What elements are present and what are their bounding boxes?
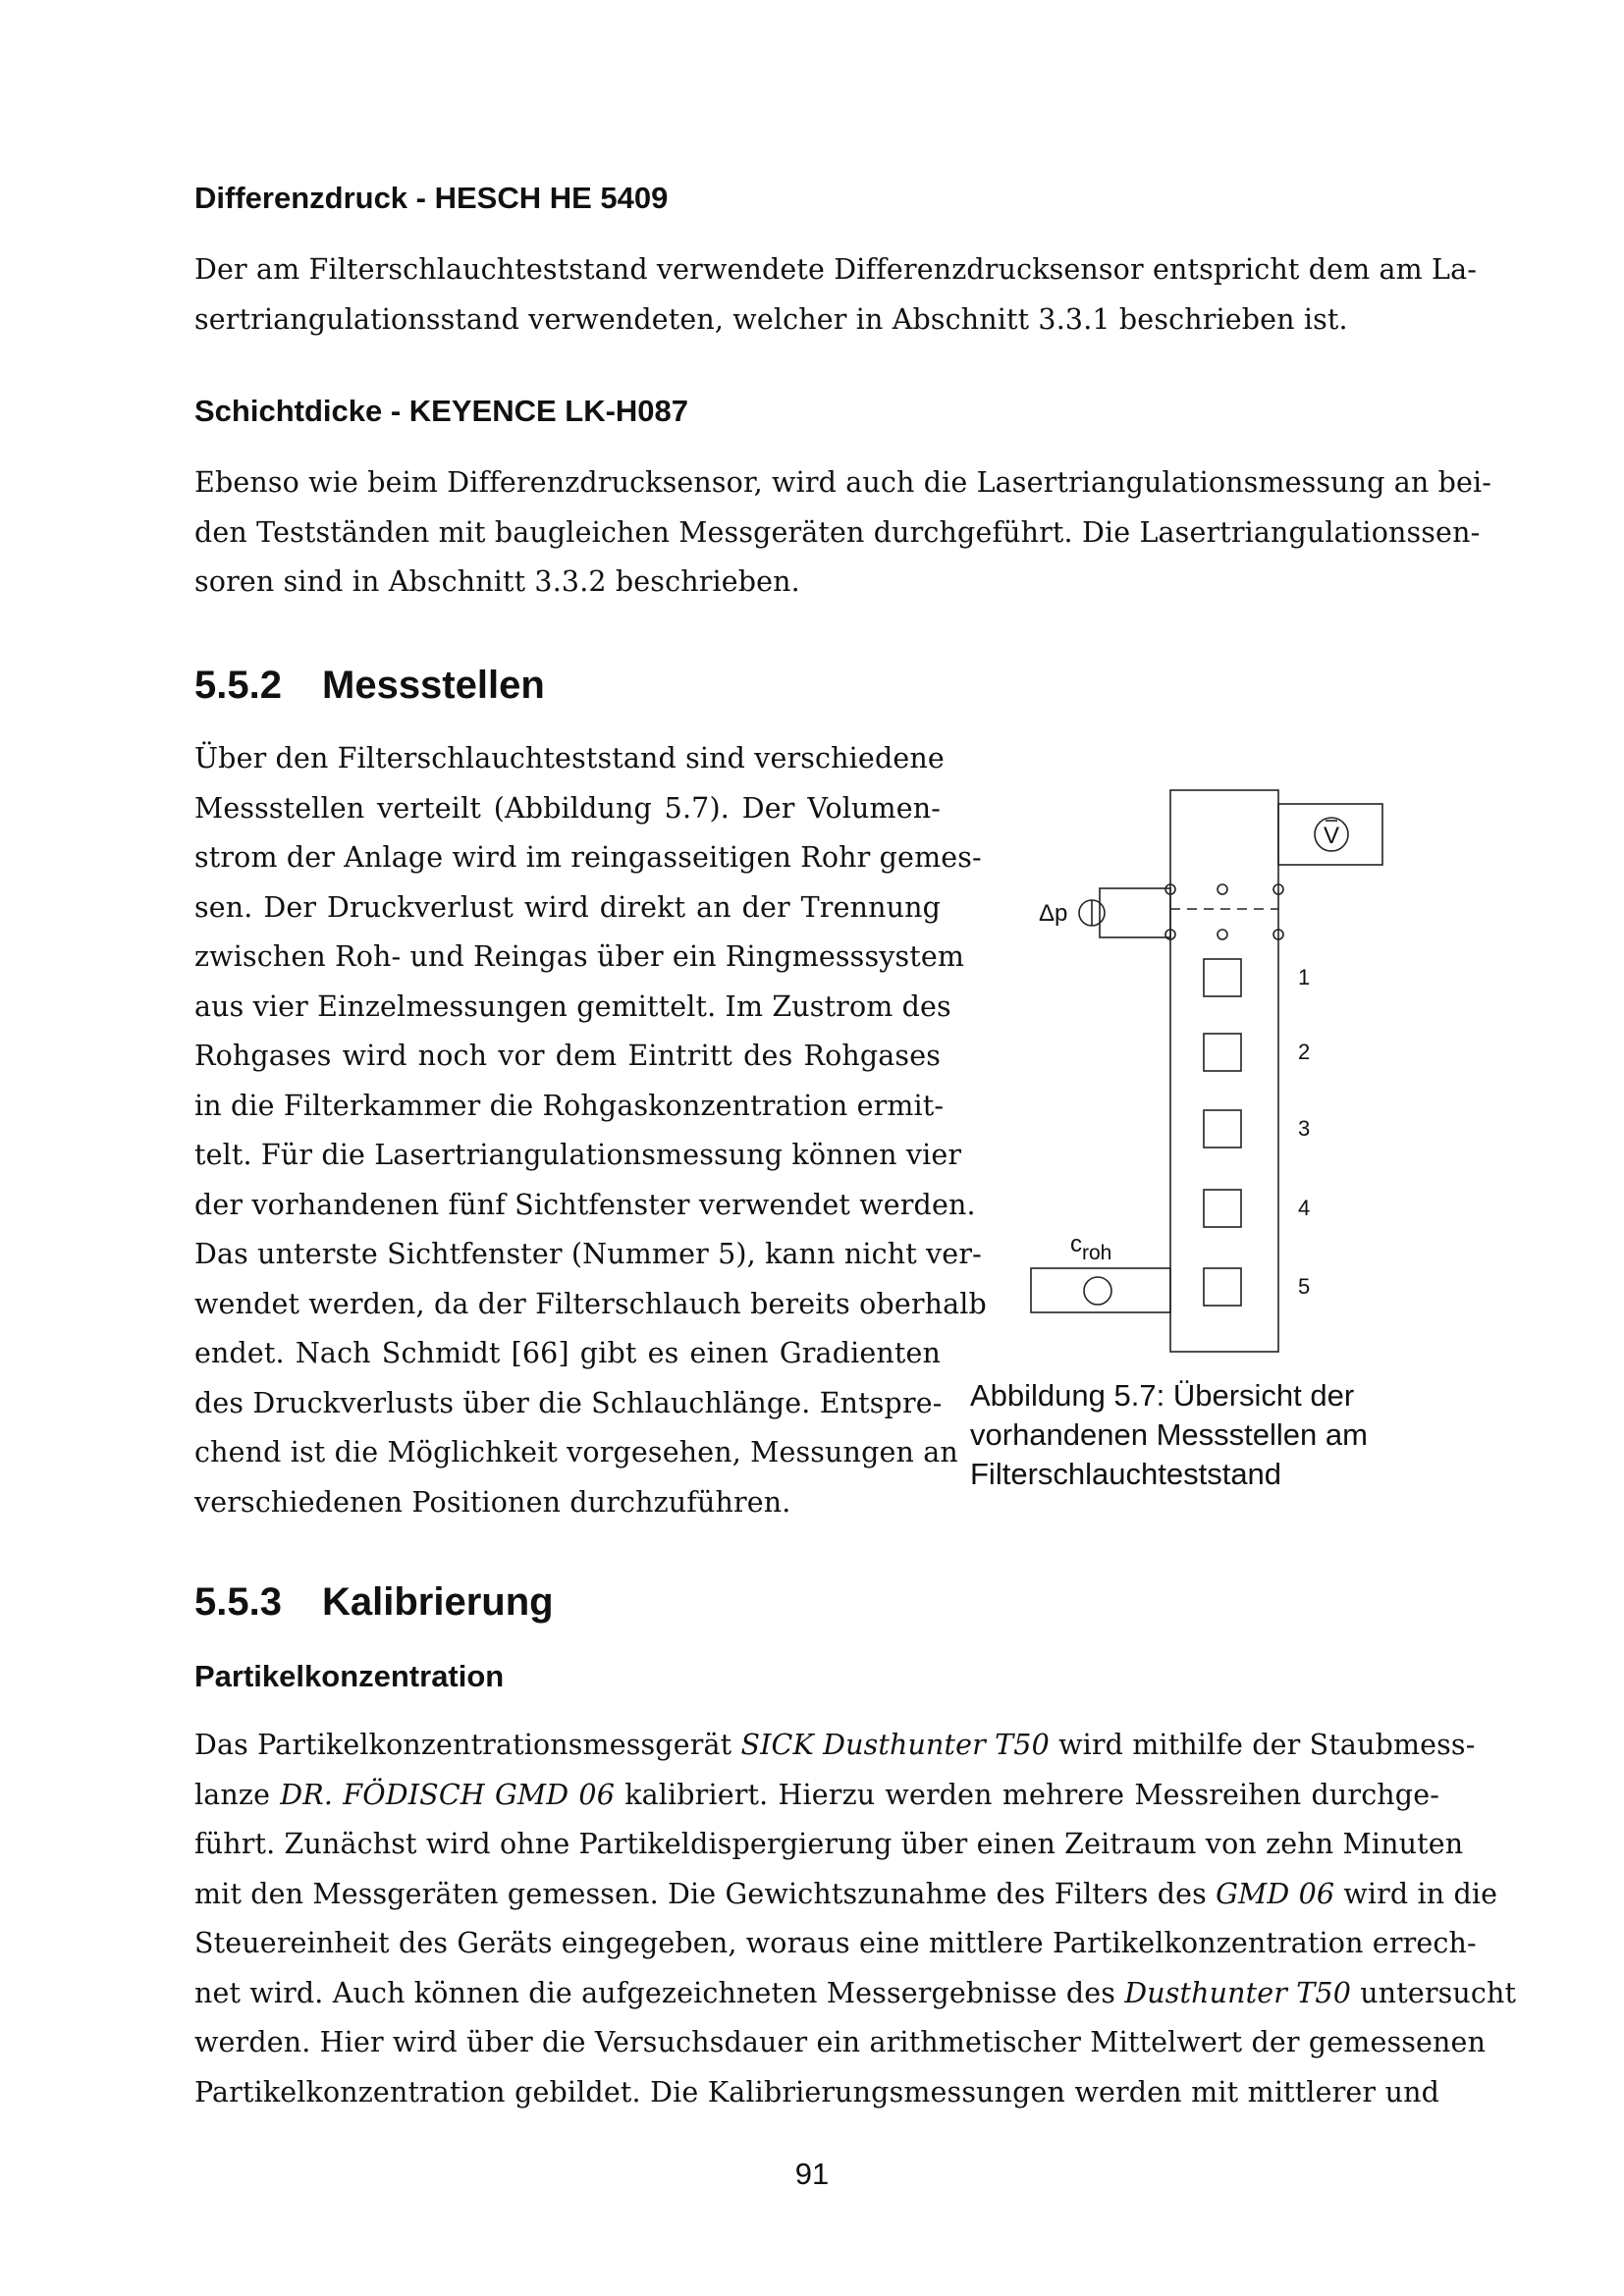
- sight-window-2: [1204, 1034, 1241, 1071]
- text-segment: lanze: [194, 1778, 281, 1811]
- window-number-2: 2: [1298, 1040, 1311, 1064]
- text-segment: net wird. Auch können die aufgezeichneten Messergebnisse des: [194, 1976, 1125, 2009]
- paragraph-messstellen: [194, 734, 987, 1527]
- text-line: Das unterste Sichtfenster (Nummer 5), kann nicht ver-: [194, 1238, 982, 1270]
- text-line: Der am Filterschlauchteststand verwendete Differenzdrucksensor entspricht dem am La-: [194, 253, 1478, 286]
- text-segment: mit den Messgeräten gemessen. Die Gewichtszunahme des Filters des: [194, 1877, 1217, 1910]
- sight-window-4: [1204, 1190, 1241, 1227]
- window-number-3: 3: [1298, 1116, 1311, 1141]
- text-segment: führt. Zunächst wird ohne Partikeldispergierung über einen Zeitraum von zehn Minuten: [194, 1828, 1464, 1860]
- product-name: DR. FÖDISCH GMD 06: [280, 1778, 615, 1811]
- page-number: 91: [794, 2157, 830, 2191]
- text-line: sertriangulationsstand verwendeten, welcher in Abschnitt 3.3.1 beschrieben ist.: [194, 302, 1348, 336]
- text-line: [194, 2018, 1487, 2068]
- text-line: soren sind in Abschnitt 3.3.2 beschrieben.: [194, 565, 800, 598]
- sight-window-1: [1204, 959, 1241, 996]
- window-number-4: 4: [1298, 1196, 1311, 1220]
- concentration-label-sub: roh: [1082, 1242, 1112, 1264]
- ring-measurement-point: [1218, 884, 1227, 894]
- text-line: Rohgases wird noch vor dem Eintritt des Rohgases: [194, 1040, 941, 1072]
- pressure-port-box: [1100, 888, 1170, 937]
- product-name: GMD 06: [1216, 1877, 1335, 1910]
- text-line: verschiedenen Positionen durchzuführen.: [194, 1485, 791, 1519]
- paragraph-kalibrierung: [194, 1721, 1517, 2117]
- text-segment: wird in die: [1334, 1877, 1498, 1910]
- section-number: 5.5.3: [194, 1580, 282, 1624]
- text-line: den Testständen mit baugleichen Messgeräten durchgeführt. Die Lasertriangulationssen-: [194, 515, 1481, 549]
- text-segment: wird mithilfe der Staubmess-: [1049, 1729, 1476, 1761]
- concentration-label-main: c: [1070, 1231, 1082, 1257]
- text-segment: Partikelkonzentration gebildet. Die Kalibrierungsmessungen werden mit mittlerer und: [194, 2075, 1439, 2109]
- sight-window-3: [1204, 1110, 1241, 1148]
- text-line: chend ist die Möglichkeit vorgesehen, Messungen an: [194, 1436, 958, 1468]
- text-segment: werden. Hier wird über die Versuchsdauer ein arithmetischer Mittelwert der gemessenen: [194, 2026, 1487, 2058]
- flow-label: V: [1323, 823, 1340, 849]
- section-heading-kalibrierung: [194, 1582, 554, 1622]
- text-line: aus vier Einzelmessungen gemittelt. Im Zustrom des: [194, 989, 951, 1023]
- pressure-label: Δp: [1039, 900, 1068, 927]
- text-line: [194, 1969, 1517, 2019]
- text-segment: kalibriert. Hierzu werden mehrere Messreihen durchge-: [615, 1778, 1439, 1811]
- text-line: [194, 1771, 1439, 1821]
- text-line: [194, 1870, 1498, 1920]
- paragraph-differenzdruck: [194, 245, 1478, 345]
- product-name: SICK Dusthunter T50: [740, 1729, 1050, 1761]
- text-line: zwischen Roh- und Reingas über ein Ringmesssystem: [194, 940, 965, 973]
- text-line: wendet werden, da der Filterschlauch bereits oberhalb: [194, 1287, 987, 1320]
- text-line: Über den Filterschlauchteststand sind verschiedene: [194, 742, 945, 774]
- text-line: [194, 1721, 1476, 1771]
- subsection-heading-partikelkonzentration: Partikelkonzentration: [194, 1659, 505, 1693]
- text-line: telt. Für die Lasertriangulationsmessung können vier: [194, 1139, 962, 1171]
- section-heading-messstellen: [194, 666, 545, 705]
- product-name: Dusthunter T50: [1124, 1976, 1351, 2009]
- raw-gas-inlet: [1031, 1268, 1170, 1312]
- window-number-5: 5: [1298, 1274, 1311, 1299]
- subsection-heading-differenzdruck: Differenzdruck - HESCH HE 5409: [194, 181, 669, 215]
- text-line: Ebenso wie beim Differenzdrucksensor, wird auch die Lasertriangulationsmessung an bei-: [194, 466, 1492, 499]
- figure-caption: Abbildung 5.7: Übersicht der vorhandenen Messstellen am Filterschlauchteststand: [970, 1378, 1368, 1491]
- ring-measurement-point: [1218, 930, 1227, 939]
- text-line: strom der Anlage wird im reingasseitigen Rohr gemes-: [194, 841, 982, 874]
- text-line: Messstellen verteilt (Abbildung 5.7). Der Volumen-: [194, 791, 941, 825]
- section-number: 5.5.2: [194, 664, 282, 707]
- text-line: der vorhandenen fünf Sichtfenster verwendet werden.: [194, 1188, 976, 1221]
- text-line: endet. Nach Schmidt [66] gibt es einen Gradienten: [194, 1337, 941, 1369]
- text-line: [194, 2068, 1439, 2118]
- text-line: des Druckverlusts über die Schlauchlänge. Entspre-: [194, 1386, 943, 1419]
- concentration-sensor-symbol: [1084, 1277, 1111, 1305]
- text-line: in die Filterkammer die Rohgaskonzentration ermit-: [194, 1089, 945, 1122]
- subsection-heading-schichtdicke: Schichtdicke - KEYENCE LK-H087: [194, 394, 689, 428]
- text-segment: untersucht: [1351, 1976, 1517, 2009]
- text-line: [194, 1820, 1464, 1870]
- concentration-label: [1070, 1231, 1111, 1264]
- section-title: Kalibrierung: [322, 1580, 554, 1624]
- text-line: [194, 1919, 1477, 1969]
- measurement-points-diagram: [1021, 780, 1394, 1360]
- text-segment: Steuereinheit des Geräts eingegeben, woraus eine mittlere Partikelkonzentration errech-: [194, 1927, 1477, 1959]
- section-title: Messstellen: [322, 664, 545, 707]
- text-line: sen. Der Druckverlust wird direkt an der Trennung: [194, 890, 941, 924]
- window-number-1: 1: [1298, 965, 1311, 989]
- paragraph-schichtdicke: [194, 458, 1492, 608]
- text-segment: Das Partikelkonzentrationsmessgerät: [194, 1729, 741, 1761]
- sight-window-5: [1204, 1268, 1241, 1306]
